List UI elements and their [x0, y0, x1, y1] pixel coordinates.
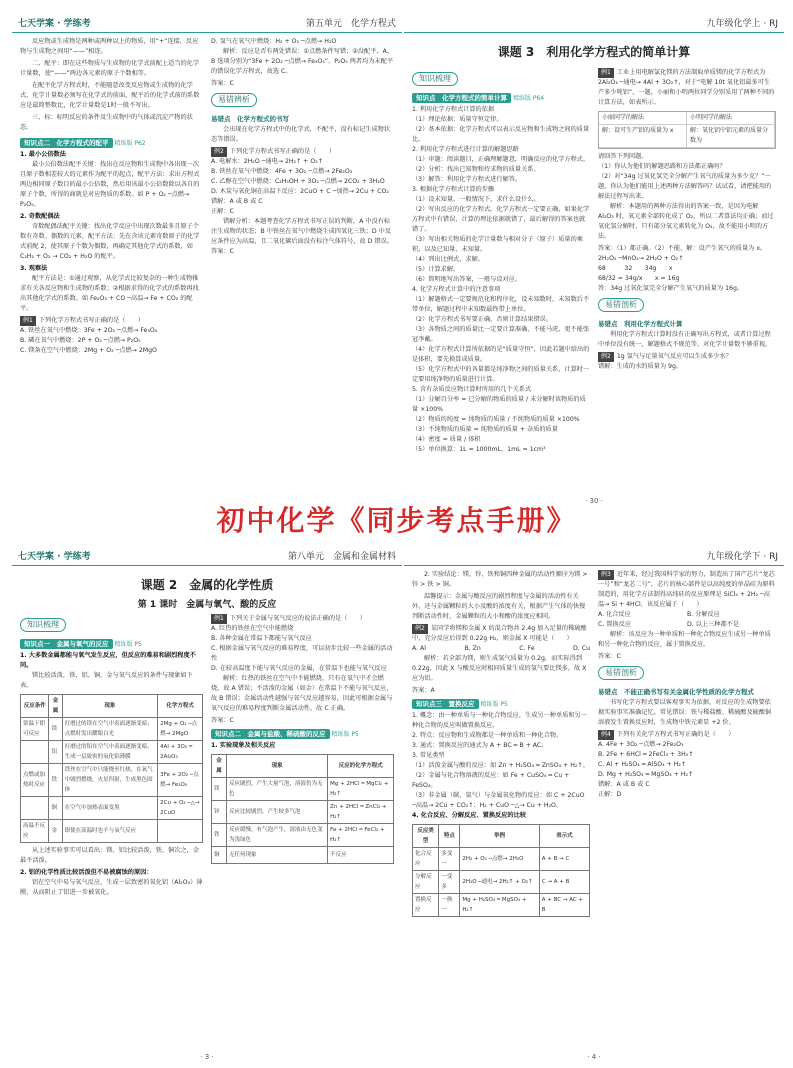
option: C. Fe	[519, 645, 535, 652]
rule-title: 4. 化合反应、分解反应、置换反应的比较	[412, 812, 526, 819]
list-item: 1. 利用化学方程式计算的依据	[412, 106, 495, 113]
table-header: 表示式	[539, 825, 589, 848]
correct-answer: 正解：D	[598, 791, 622, 798]
header-right: 九年级化学下 · RJ	[706, 551, 778, 562]
option: B. 各种金属在常温下都能与氧气反应	[211, 635, 312, 642]
list-item: （1）设未知量，一般情况下，求什么设什么。	[412, 196, 540, 203]
page-top-right	[404, 12, 784, 507]
table-cell: 2Mg + O₂ ─点燃→ 2MgO	[158, 718, 203, 741]
option: B. 2Fe + 6HCl ═ 2FeCl₃ + 3H₂↑	[598, 751, 694, 758]
option: D. 氢气在氧气中燃烧：H₂ + O₂ ─点燃→ H₂O	[211, 38, 337, 45]
column-left	[20, 37, 203, 356]
option: C. Al + H₂SO₄ ═ AlSO₄ + H₂↑	[598, 761, 687, 768]
list-item: 2. 特点：反应物和生成物都是一种单质和一种化合物。	[412, 732, 563, 739]
list-item: （2）基本依据：化学方程式可以表示反应物和生成物之间的质量比。	[412, 126, 590, 143]
reaction-type-table	[412, 824, 590, 917]
page-bottom-left	[12, 545, 402, 1063]
table-cell: 铜	[212, 847, 227, 864]
example-label: 例4	[598, 730, 614, 740]
option: D. Cu	[573, 645, 590, 652]
table-header: 金属	[212, 755, 227, 778]
example-label: 例2	[412, 624, 428, 634]
header-left: 七天学案 · 学练考	[18, 551, 91, 562]
options-row	[412, 644, 590, 654]
conclusion: 答：34g 过氧化氢完全分解产生氧气的质量为 16g。	[598, 285, 744, 292]
option: D. 以上三种都不是	[687, 621, 740, 628]
list-item: （3）各物质之间的质量比一定要计算准确，不能马虎，更不能张冠李戴。	[412, 326, 590, 343]
answer: 答案：C	[211, 80, 234, 87]
list-item: 1. 概念：由一种单质与一种化合物反应，生成另一种单质和另一种化合物的反应叫做置换反应。	[412, 712, 587, 729]
paragraph: 2. 实验结论：镁、锌、铁和铜四种金属的活动性顺序为镁 > 锌 > 铁 > 铜。	[412, 571, 588, 588]
method-title: 3. 观察法	[20, 265, 48, 272]
page-top-left	[12, 12, 402, 507]
table-cell: 高温不反应	[21, 820, 49, 843]
list-item: （1）活泼金属与酸的反应：如 Zn + H₂SO₄ ═ ZnSO₄ + H₂↑。	[412, 762, 589, 769]
list-item: （5）计算求解。	[412, 266, 460, 273]
option: B. Zn	[464, 645, 481, 652]
example-label: 例1	[20, 316, 36, 326]
table-row	[212, 778, 394, 801]
table-header: 举例	[460, 825, 539, 848]
question: （2）对“34g 过氧化氢完全分解产生氧气的质量为多少克？”一题，你认为他们能用上述两种方法解答吗？试试看，请把能用的解法过程写出来。	[598, 173, 772, 200]
column-right	[211, 37, 394, 356]
list-item: （2）写出反应的化学方程式。化学方程式一定要正确，如果化学方程式中有错误，计算的理论依据就错了，最后解得的答案也就错了。	[412, 206, 590, 233]
question: 请回答下列问题。	[598, 153, 648, 160]
table-header: 特点	[439, 825, 460, 848]
error-point: 易错点 利用化学方程式计算	[598, 320, 683, 328]
knowledge-point-heading: 知识点二 化学方程式的配平	[20, 138, 113, 148]
table-cell: 常温下即可反应	[21, 718, 49, 741]
option: D. 在较高温度下能与氧气反应的金属，在常温下也能与氧气反应	[211, 665, 387, 672]
example-label: 例3	[598, 570, 614, 580]
table-cell: 化合反应	[413, 848, 439, 871]
example-question: 工业上用电解氯化镁的方法制取单质镁的化学方程式为 2Al₂O₃ ─通电→ 4Al + 3O₂↑，对于“电解 10t 氧化铝最多可生产多少吨铝”，一题，小丽和小明两位同学分别采用了两种不同的计算方法，如表所示。	[598, 69, 775, 106]
column-right	[598, 68, 776, 455]
method-title: 2. 奇数配偶法	[20, 213, 60, 220]
example-question: 下列关于金属与氧气反应的说法正确的是（ ）	[229, 615, 366, 622]
list-item: 3. 通式：置换反应的通式为 A + BC ═ B + AC。	[412, 742, 548, 749]
page-number: · 3 ·	[200, 1053, 214, 1061]
option: B. 铁丝在氧气中燃烧：4Fe + 3O₂ ─点燃→ 2Fe₂O₃	[211, 168, 353, 175]
practice-tag: 精练版 P64	[512, 95, 545, 102]
ratio: 68 32 34g x	[598, 265, 673, 272]
metal-acid-table	[211, 754, 394, 864]
table-cell: 3Fe + 2O₂ ─点燃→ Fe₃O₄	[158, 764, 203, 797]
option: A. 4Fe + 3O₂ ─点燃→ 2Fe₂O₃	[598, 741, 684, 748]
analysis: 错解分析：本题考查化学方程式书写正误的判断，A 中没有标注生成物的状态；B 中铁丝在氧气中燃烧生成四氧化三铁；D 中反应条件应为高温，且二氧化碳后面没有标注气体符号，故 D 错误。答案：C	[211, 218, 393, 255]
table-header: 现象	[226, 755, 327, 778]
column-right	[211, 614, 394, 900]
option: C. 根据金属与氧气反应的难易程度，可以初步比较一些金属的活动性	[211, 645, 393, 662]
table-row	[21, 741, 203, 764]
header-right: 九年级化学上 · RJ	[706, 18, 778, 29]
paragraph: 从上述实验事实可以看出：镁、铝比较活泼，铁、铜次之，金最不活泼。	[20, 847, 200, 864]
table-cell	[21, 797, 49, 820]
table-header: 反应条件	[21, 695, 49, 718]
option: A. Al	[412, 645, 427, 652]
solution-table	[598, 111, 776, 149]
table-cell: 一变多	[439, 871, 460, 894]
paragraph: 利用化学方程式计算时没有正确写出方程式，或者计算过程中单位没有统一，解题格式不规范等，对化学计量数不够重视。	[598, 331, 772, 348]
equation: 2H₂O₂ ─MnO₂→ 2H₂O + O₂↑	[598, 255, 684, 262]
paragraph: 铝在空气中易与氧气反应，生成一层致密的氧化铝（Al₂O₃）薄膜，从而阻止了铝进一步被氧化。	[20, 879, 203, 896]
list-item: （3）非金属（碳、氢气）与金属氧化物的反应：如 C + 2CuO ─高温→ 2Cu + CO₂↑；H₂ + CuO ─△→ Cu + H₂O。	[412, 792, 585, 809]
list-item: （2）金属与化合物溶液的反应：如 Fe + CuSO₄ ═ Cu + FeSO₄。	[412, 772, 570, 789]
knowledge-point-heading: 知识点二 金属与盐酸、稀硫酸的反应	[211, 729, 330, 739]
list-item: （2）化学方程式书写要正确，否则计算结果错误。	[412, 316, 553, 323]
error-point: 易错点 不能正确书写有关金属化学性质的化学方程式	[598, 688, 754, 696]
column-left	[20, 614, 203, 900]
option: C. 乙醇在空气中燃烧：C₂H₅OH + 3O₂ ─点燃→ 2CO₂ + 3H₂O	[211, 178, 385, 185]
option: A. 红热的铁丝在空气中能燃烧	[211, 625, 294, 632]
list-item: （4）密度 = 质量 / 体积	[412, 436, 481, 443]
paragraph: 配平方法是：①通过观察，从化学式比较复杂的一种生成物推求有关各反应物和生成物的系数；②根据求得的化学式的系数再找出其他化学式的系数。如 Fe₂O₃ + CO ─高温→ Fe + CO₂ 的配平。	[20, 275, 199, 312]
page-number: · 4 ·	[587, 1053, 601, 1061]
table-cell: 置换反应	[413, 894, 439, 917]
table-header: 小丽同学的解法	[599, 112, 687, 124]
option: C. 镁条在空气中燃烧：2Mg + O₂ ─点燃→ 2MgO	[20, 347, 157, 354]
list-item: （3）写出相关物质的化学计量数与相对分子（原子）质量的乘积，以及已知量、未知量。	[412, 236, 583, 253]
table-header: 反应类型	[413, 825, 439, 848]
option: A. 铁丝在氧气中燃烧：3Fe + 2O₂ ─点燃→ Fe₃O₄	[20, 327, 158, 334]
knowledge-heading: 知识梳理	[20, 618, 66, 632]
analysis: 解析：反应是否有两处错误：①点燃条件写错；②没配平。A、B 选项分别为“3Fe + 2O₂ ─点燃→ Fe₃O₄”、P₂O₅ 两者均为未配平的错误化学方程式，故选 C。	[211, 48, 394, 75]
table-row	[212, 847, 394, 864]
table-header: 金属	[49, 695, 62, 718]
table-row	[212, 801, 394, 824]
table-cell: 打磨过的铝在空气中表面逐渐变暗，生成一层致密的氧化铝薄膜	[62, 741, 158, 764]
table-cell: 即使在高温时也不与氧气反应	[62, 820, 158, 843]
table-cell: 镁	[49, 718, 62, 741]
table-cell: 4Al + 3O₂ ═ 2Al₂O₃	[158, 741, 203, 764]
list-item: （1）分解百分率 = 已分解的物质的质量 / 未分解时该物质的质量 ×100%	[412, 396, 586, 413]
table-cell: 一换一	[439, 894, 460, 917]
table-cell: Mg + H₂SO₄ ═ MgSO₄ + H₂↑	[460, 894, 539, 917]
table-cell: 反应缓慢，有气泡产生，溶液由无色变为浅绿色	[226, 824, 327, 847]
table-cell: 铁丝在空气中只能烧至红热，在氧气中剧烈燃烧，火星四射，生成黑色固体	[62, 764, 158, 797]
option: A. 化合反应	[598, 611, 631, 618]
option: A. 电解水：2H₂O ─通电→ 2H₂↑ + O₂↑	[211, 158, 323, 165]
header-left: 七天学案 · 学练考	[18, 18, 91, 29]
error-section-heading: 易错剖析	[598, 666, 644, 680]
list-item: 3. 常见类型	[412, 752, 445, 759]
rule-title: 1. 实验现象及相关反应	[211, 742, 276, 749]
wrong-answer: 错解：生成的水的质量为 9g。	[598, 363, 683, 370]
list-item: 2. 利用化学方程式进行计算的解题思路	[412, 146, 519, 153]
table-cell: 锌	[212, 801, 227, 824]
table-row	[413, 848, 590, 871]
table-cell: 2Cu + O₂ ─△→ 2CuO	[158, 797, 203, 820]
paragraph: 二、配平：即在这些物质与生成物的化学式前配上适当的化学计量数，使“——”两边各元素的原子个数相等。	[20, 60, 200, 77]
knowledge-point-heading: 知识点三 置换反应	[412, 699, 479, 709]
answer: 答案：A	[412, 687, 435, 694]
column-left	[412, 570, 590, 920]
analysis: 解析：该反应为一种单质和一种化合物反应生成另一种单质和另一种化合物的反应，属于置换反应。	[598, 631, 771, 648]
lesson-subtitle: 第 1 课时 金属与氧气、酸的反应	[137, 600, 277, 610]
page-number: · 30 ·	[585, 497, 603, 505]
options-grid	[598, 610, 776, 630]
banner-title: 初中化学《同步考点手册》	[216, 504, 577, 537]
page-header	[404, 12, 784, 33]
header-right: 第五单元 化学方程式	[305, 18, 396, 29]
table-cell: 金	[49, 820, 62, 843]
example-question: 下列有关化学方程式书写正确的是（ ）	[616, 731, 735, 738]
list-item: （6）简明地写出答案，一般与设对应。	[412, 276, 522, 283]
table-cell: 解：氧化铝中铝元素的质量分数为	[687, 125, 775, 147]
table-row	[413, 894, 590, 917]
practice-tag: 精练版 P5	[114, 641, 142, 648]
paragraph: 在配平化学方程式时，不能随意改变反应物或生成物的化学式，化学计量数必须写在化学式的前面，配平后的化学式前的系数应是最简整数比，化学计量数是1时一般不写出。	[20, 82, 200, 109]
column-right	[598, 570, 776, 920]
example-question: 某同学将镁和金属 X 的混合物共 2.4g 加入足量的稀硫酸中，充分反应后得到 0.22g H₂，则金属 X 可能是（ ）	[412, 625, 587, 642]
error-section-heading: 易错辨析	[211, 93, 257, 107]
example-label: 例2	[211, 147, 227, 157]
paragraph: 最小公倍数法配平关键：找出在反应物和生成物中各出现一次且原子数相差较大的元素作为配平的起点，配平方法：求出方程式两边相同原子数目的最小公倍数，然后用该最小公倍数除以各自的原子个数，所得的商就是对应物质的系数。如 P + O₂ ─点燃→ P₂O₅。	[20, 161, 200, 208]
list-item: 4. 化学方程式计算中的注意事项	[412, 286, 501, 293]
example-question: 1g 氢气与足量氧气反应可以生成多少水？	[616, 353, 732, 360]
analysis: 解析：若全部为镁，则生成氢气质量为 0.2g，而实际得到 0.22g，因此 X 与酸反应时相同质量生成的氢气要比镁多，故 X 应为铝。	[412, 655, 587, 682]
paragraph: 会出现在化学方程式中的化学式，不配平，没有标记生成物状态等错误。	[211, 126, 391, 143]
paragraph: 三、标：标明反应的条件及生成物中的气体或沉淀产物的状态。	[20, 114, 193, 131]
table-cell: 多变一	[439, 848, 460, 871]
table-row	[21, 820, 203, 843]
table-cell: 铁	[212, 824, 227, 847]
table-cell: 打磨过的镁在空气中表面逐渐变暗；点燃时发出耀眼白光	[62, 718, 158, 741]
table-header: 反应的化学方程式	[328, 755, 394, 778]
practice-tag: 精练版 P5	[331, 731, 359, 738]
table-cell: Zn + 2HCl ═ ZnCl₂ + H₂↑	[328, 801, 394, 824]
table-header: 化学方程式	[158, 695, 203, 718]
table-cell: 反应剧烈，产生大量气泡，溶液仍为无色	[226, 778, 327, 801]
solve: 68/32 = 34g/x x = 16g	[598, 275, 680, 282]
wrong-answer: 错解：A 或 B 或 C	[598, 781, 650, 788]
analysis: 解析：红热的铁丝在空气中不能燃烧，只有在氧气中才会燃烧，故 A 错误；不活泼的金属（如金）在常温下不能与氧气反应，故 B 错误；金属活动性越强与氧气反应越容易，因此可根据金属与氧气反应的难易程度判断金属活动性，故 C 正确。	[211, 675, 393, 712]
column-left	[412, 68, 590, 455]
list-item: （2）分析：找出已知物和待求物的质量关系。	[412, 166, 540, 173]
example-question: 近年来，经过我国科学家的努力，制造出了国产芯片“龙芯一号”和“龙芯二号”，芯片的核心部件是以高纯度的单晶硅为原料制造的，用化学方法制得高纯硅的反应原理是 SiCl₄ + 2H₂ ─高温→ Si + 4HCl，该反应属于（ ）	[598, 571, 775, 608]
wrong-answer: 错解：A 或 B 或 C	[211, 198, 263, 205]
list-item: （4）列出比例式，求解。	[412, 256, 484, 263]
example-question: 下列化学方程式书写正确的是（ ）	[38, 317, 145, 324]
list-item: （4）化学方程式计算所依据的是“质量守恒”，因此若题中给出的是体积，要先换算成质量。	[412, 346, 590, 363]
list-item: （1）理论依据：质量守恒定律。	[412, 116, 503, 123]
paragraph: 镁比较活泼，铁、铝、铜、金与氧气反应的条件与现象如下表。	[20, 672, 193, 689]
error-section-heading: 易错剖析	[598, 298, 644, 312]
table-cell	[158, 820, 203, 843]
list-item: （1）解题格式一定要规范化和程序化，设未知数时，未知数后不带单位，解题过程中未知数最终带上单位。	[412, 296, 590, 313]
analysis: 解析：本题用的两种方法得出的答案一致，是因为电解 Al₂O₃ 时，氧元素全部转化成了 O₂，所以二者算法均正确；而过氧化氢分解时，只有部分氧元素转化为 O₂，故不能用小明的方法。	[598, 203, 774, 240]
table-cell: A + BC → AC + B	[539, 894, 589, 917]
header-right: 第八单元 金属和金属材料	[287, 551, 396, 562]
option: B. 磷在氧气中燃烧：2P + O₂ ─点燃→ P₂O₅	[20, 337, 141, 344]
table-cell: C → A + B	[539, 871, 589, 894]
page-header	[404, 545, 784, 566]
table-cell: 铁	[49, 764, 62, 797]
table-cell: 点燃或加热时反应	[21, 764, 49, 797]
table-cell: 解：设可生产铝的质量为 x	[599, 125, 687, 147]
lesson-title: 课题 3 利用化学方程式的简单计算	[497, 45, 691, 59]
lesson-title: 课题 2 金属的化学性质	[140, 578, 274, 592]
error-point: 易错点 化学方程式的书写	[211, 115, 289, 123]
knowledge-heading: 知识梳理	[412, 72, 458, 86]
table-cell: Mg + 2HCl ═ MgCl₂ + H₂↑	[328, 778, 394, 801]
page-bottom-right	[404, 545, 784, 1063]
example-label: 例2	[598, 352, 614, 362]
knowledge-point-heading: 知识点 化学方程式的简单计算	[412, 93, 511, 103]
method-title: 1. 最小公倍数法	[20, 151, 66, 158]
table-cell	[21, 741, 49, 764]
list-item: （5）化学方程式中的各量都是纯净物之间的质量关系，计算时一定要用纯净物的质量进行计算。	[412, 366, 590, 383]
rule-title: 2. 铝的化学性质比较活泼但不易被腐蚀的原因：	[20, 869, 153, 876]
page-header	[12, 545, 402, 566]
question: （1）你认为他们的解题思路和方法都正确吗？	[598, 163, 726, 170]
table-cell: 铜	[49, 797, 62, 820]
table-cell: 铝	[49, 741, 62, 764]
table-row	[212, 824, 394, 847]
list-item: （5）单位换算：1L = 1000mL，1mL = 1cm³	[412, 446, 546, 453]
option: B. 分解反应	[687, 611, 720, 618]
table-cell: 反应比较剧烈，产生较多气泡	[226, 801, 327, 824]
table-row	[413, 871, 590, 894]
table-cell: 不反应	[328, 847, 394, 864]
example-label: 例1	[211, 614, 227, 624]
table-cell: 2H₂O ─通电→ 2H₂↑ + O₂↑	[460, 871, 539, 894]
rule-title: 1. 大多数金属都能与氧气发生反应，但反应的难易和剧烈程度不同。	[20, 652, 196, 669]
example-label: 例1	[598, 68, 614, 78]
list-item: （3）不纯物质的质量 = 纯物质的质量 + 杂质的质量	[412, 426, 558, 433]
practice-tag: 精练版 P62	[114, 140, 146, 147]
option: D. 木炭与氧化铜在高温下反应：2CuO + C ─加热→ 2Cu + CO₂	[211, 188, 389, 195]
table-row	[21, 764, 203, 797]
table-cell: 2H₂ + O₂ ─点燃→ 2H₂O	[460, 848, 539, 871]
answer: 答案：C	[211, 717, 234, 724]
table-cell: 无任何现象	[226, 847, 327, 864]
table-cell: A + B → C	[539, 848, 589, 871]
answer: 答案：（1）都正确。（2）不能，解：设产生氧气的质量为 x。	[598, 245, 767, 252]
paragraph: 反应物或生成物是两种或两种以上的物质，用“+”连接，反应物与生成物之间用“——”相连。	[20, 38, 199, 55]
table-row	[21, 718, 203, 741]
paragraph: 奇数配偶法配平关键：找出化学反应中出现次数最多且原子个数有奇数、偶数的元素，配平方法：先在含该元素奇数原子的化学式前配 2，使其原子个数为偶数，再确定其他化学式的系数，如 C₂H₂ + O₂ → CO₂ + H₂O 的配平。	[20, 223, 200, 260]
metal-oxygen-table	[20, 694, 203, 843]
table-cell: 镁	[212, 778, 227, 801]
table-cell: 在空气中加热表面变黑	[62, 797, 158, 820]
table-cell: Fe + 2HCl ═ FeCl₂ + H₂↑	[328, 824, 394, 847]
paragraph: 书写化学方程式要以客观事实为依据，对反应的生成物要依据实验事实准确记忆。常见错误：铁与稀盐酸、稀硫酸及硫酸铜溶液发生置换反应时，生成物中铁元素显 +2 价。	[598, 699, 772, 726]
list-item: （2）物质的纯度 = 纯物质的质量 / 不纯物质的质量 ×100%	[412, 416, 580, 423]
table-cell: 分解反应	[413, 871, 439, 894]
page-header	[12, 12, 402, 33]
list-item: （1）审题：阅读题目，正确理解题意，明确反应的化学方程式。	[412, 156, 590, 163]
table-header: 现象	[62, 695, 158, 718]
option: D. Mg + H₂SO₄ ═ MgSO₄ + H₂↑	[598, 771, 694, 778]
list-item: 3. 根据化学方程式计算的步骤	[412, 186, 495, 193]
list-item: 5. 含有杂质反应物计算时所用的几个关系式	[412, 386, 532, 393]
table-header: 小明同学的解法	[687, 112, 775, 124]
list-item: （3）解答：利用化学方程式进行解答。	[412, 176, 522, 183]
practice-tag: 精练版 P5	[480, 701, 508, 708]
knowledge-point-heading: 知识点一 金属与氧气的反应	[20, 639, 113, 649]
paragraph: 温馨提示：金属与酸反应的剧烈程度与金属的活动性有关外，还与金属颗粒的大小及酸的浓度有关，根据产生气体的快慢判断活动性时，金属颗粒的大小和酸的浓度应相同。	[412, 593, 586, 620]
correct-answer: 正解：C	[211, 208, 234, 215]
table-row	[21, 797, 203, 820]
option: C. 置换反应	[598, 621, 632, 628]
example-question: 下列化学方程式书写正确的是（ ）	[229, 148, 336, 155]
answer: 答案：C	[598, 653, 621, 660]
